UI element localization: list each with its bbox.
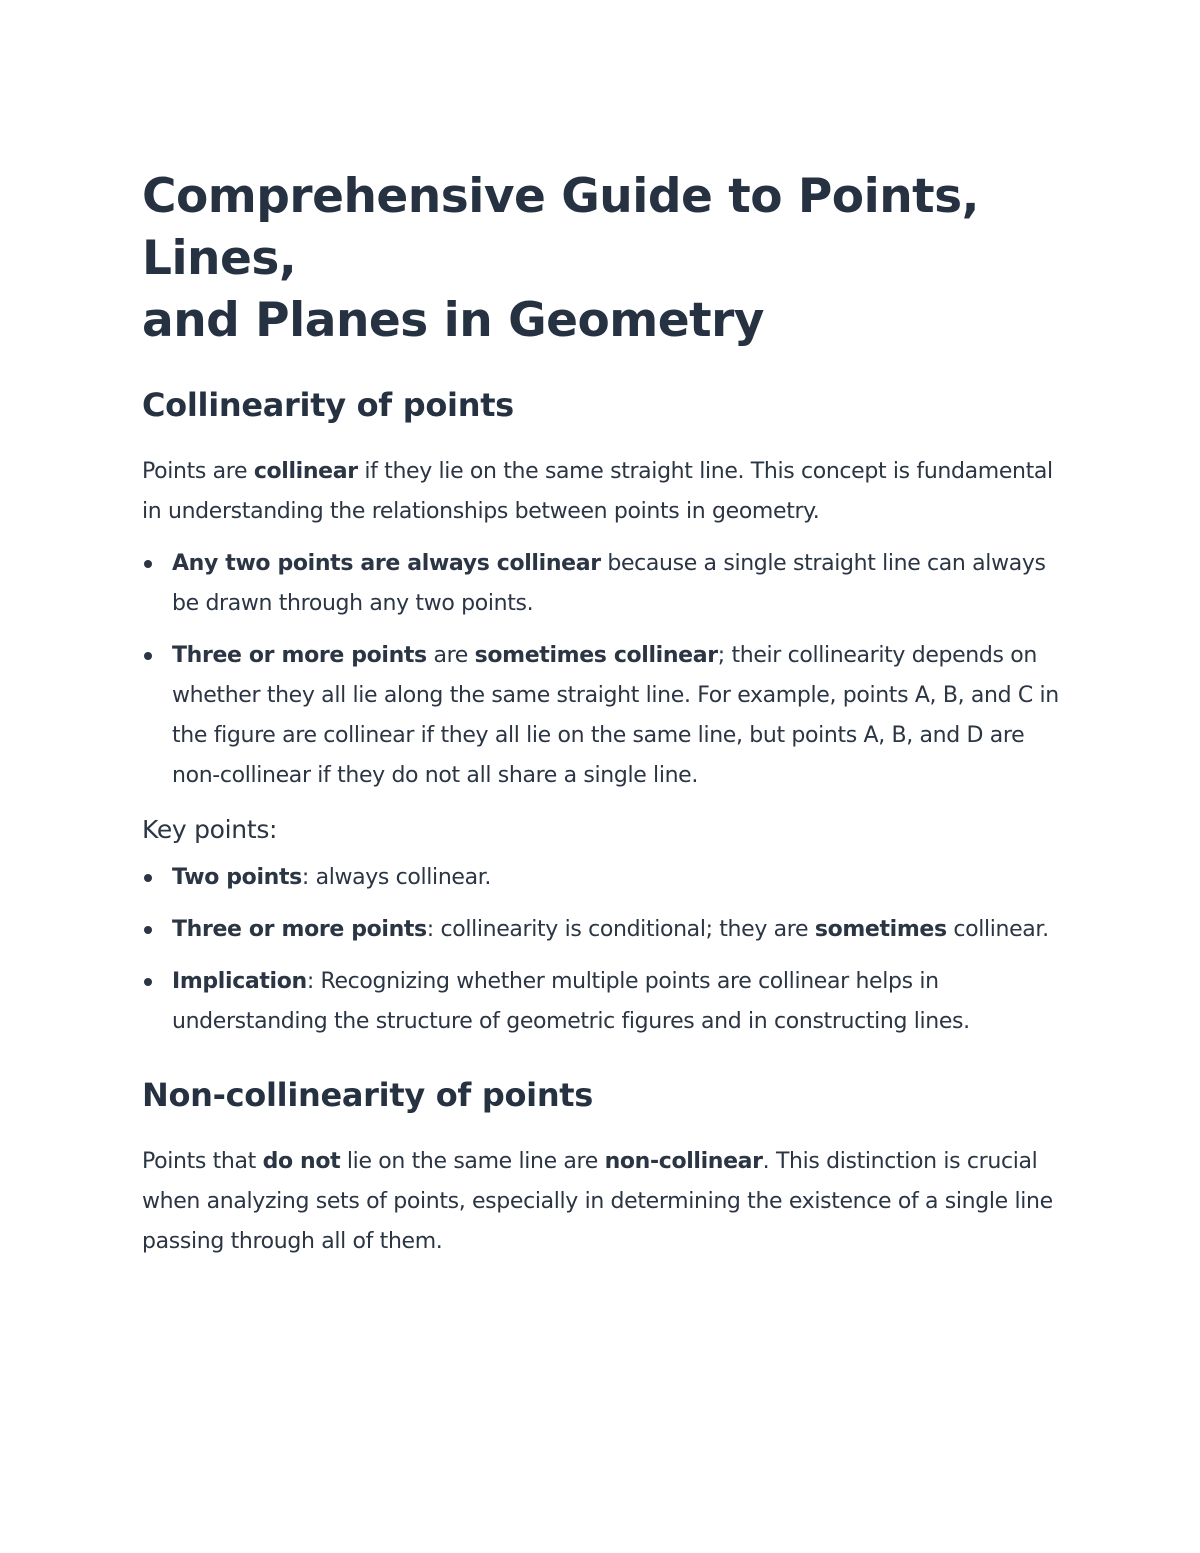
list-item: Implication: Recognizing whether multiple points are collinear helps in understanding the structure of geometric figures and in constructing lines.	[142, 962, 1060, 1042]
collinearity-intro-paragraph: Points are collinear if they lie on the same straight line. This concept is fundamental in understanding the relationships between points in geometry.	[142, 459, 1053, 524]
section-heading-collinearity: Collinearity of points	[142, 386, 514, 424]
page-title-line2: and Planes in Geometry	[142, 293, 764, 348]
non-collinearity-intro-paragraph: Points that do not lie on the same line are non-collinear. This distinction is crucial when analyzing sets of points, especially in determining the existence of a single line passing through all of them.	[142, 1149, 1053, 1254]
key-points-list	[142, 858, 1060, 1042]
bullet-icon	[144, 652, 152, 660]
list-item: Two points: always collinear.	[142, 858, 1060, 898]
key-points-label: Key points:	[142, 815, 278, 844]
bullet-icon	[144, 560, 152, 568]
list-item: Three or more points are sometimes collinear; their collinearity depends on whether they all lie along the same straight line. For example, points A, B, and C in the figure are collinear if they all lie on the same line, but points A, B, and D are non-collinear if they do not all share a single line.	[142, 636, 1060, 796]
page-title	[142, 166, 1060, 352]
collinearity-bullet-list	[142, 544, 1060, 796]
list-item: Any two points are always collinear because a single straight line can always be drawn through any two points.	[142, 544, 1060, 624]
list-item: Three or more points: collinearity is conditional; they are sometimes collinear.	[142, 910, 1060, 950]
bullet-icon	[144, 926, 152, 934]
page-title-line1: Comprehensive Guide to Points, Lines,	[142, 169, 979, 286]
bullet-icon	[144, 978, 152, 986]
section-heading-non-collinearity: Non-collinearity of points	[142, 1076, 594, 1114]
bullet-icon	[144, 874, 152, 882]
